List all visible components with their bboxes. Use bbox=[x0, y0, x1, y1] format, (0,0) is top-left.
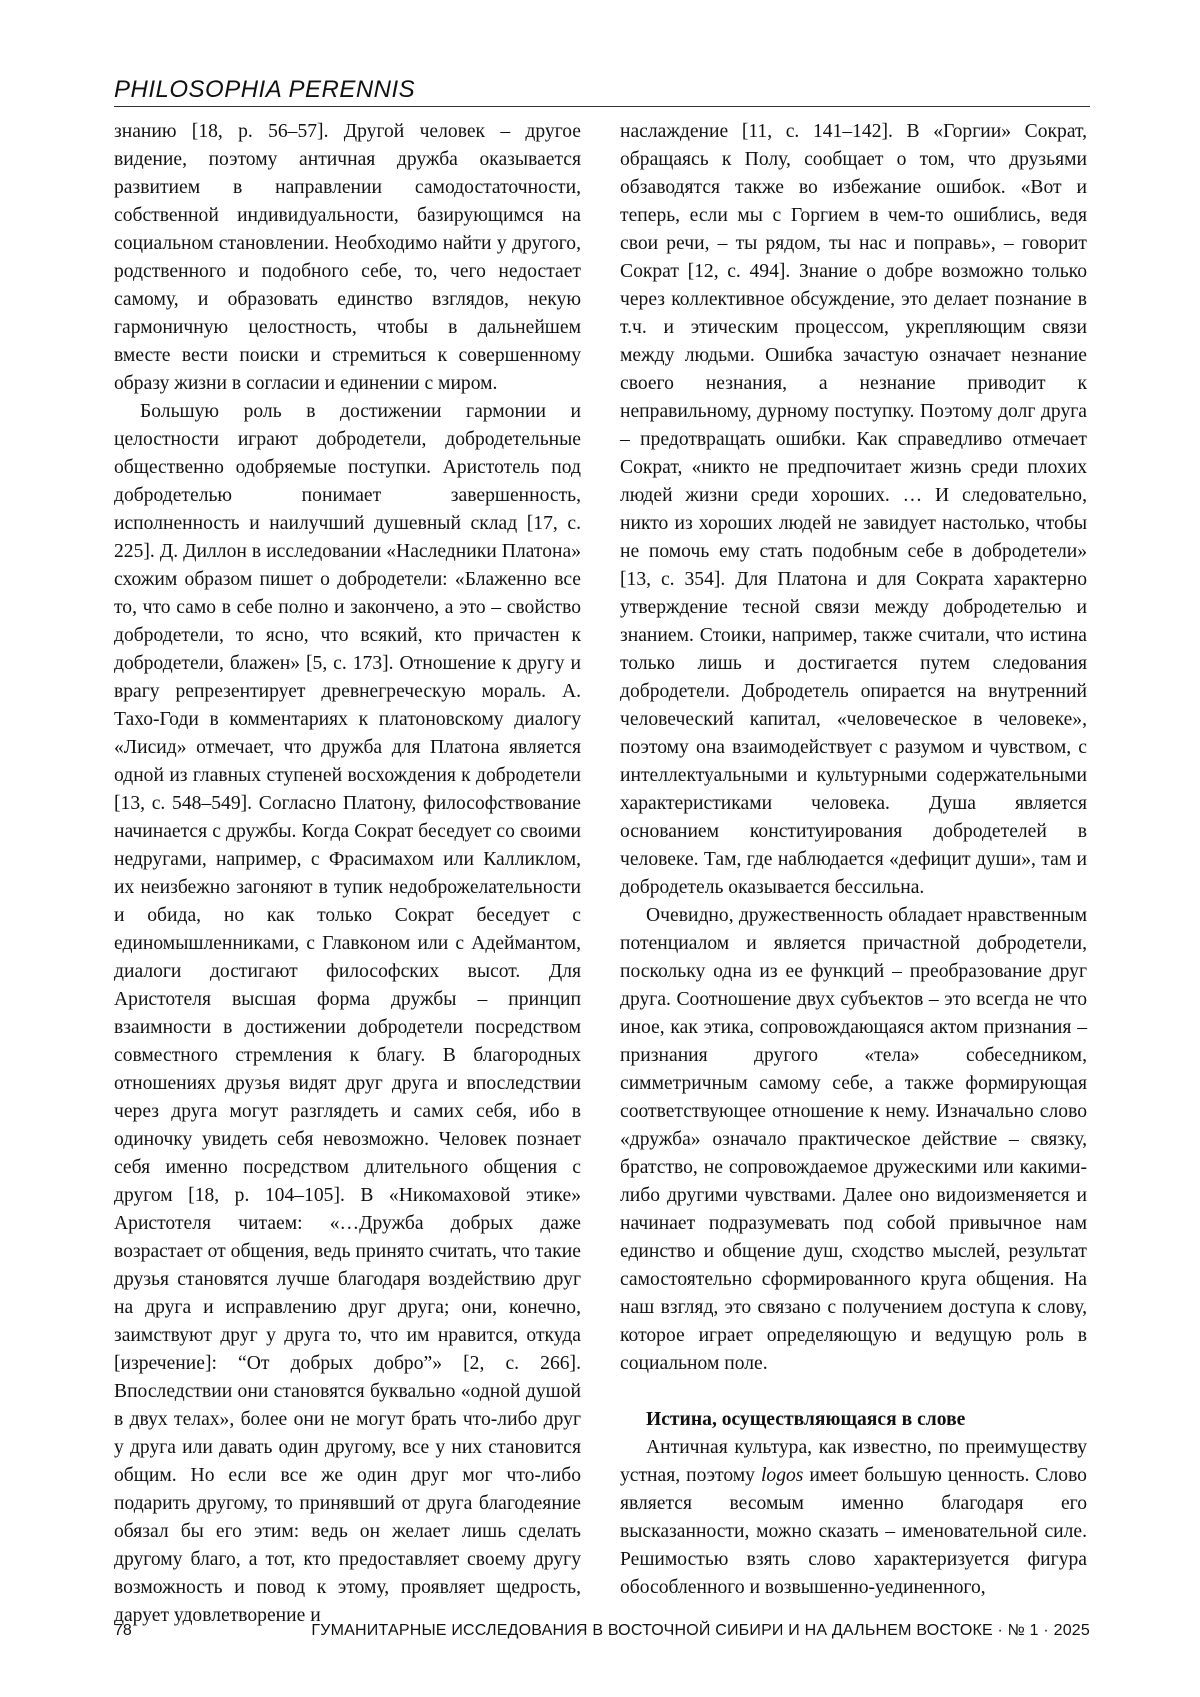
italic-term: logos bbox=[760, 1465, 804, 1486]
left-column bbox=[114, 118, 581, 1630]
paragraph: знанию [18, p. 56–57]. Другой человек – другое видение, поэтому античная дружба оказывается развитием в направлении самодостаточности, собственной индивидуальности, базирующимся на социальном становлении. Необходимо найти у другого, родственного и подобного себе, то, чего недостает самому, и образовать единство взглядов, некую гармоничную целостность, чтобы в дальнейшем вместе вести поиски и стремиться к совершенному образу жизни в согласии и единении с миром. bbox=[114, 121, 581, 394]
paragraph: наслаждение [11, c. 141–142]. В «Горгии» Сократ, обращаясь к Полу, сообщает о том, что друзьями обзаводятся также во избежание ошибок. «Вот и теперь, если мы с Горгием в чем-то ошиблись, ведя свои речи, – ты рядом, ты нас и поправь», – говорит Сократ [12, c. 494]. Знание о добре возможно только через коллективное обсуждение, это делает познание в т.ч. и этическим процессом, укрепляющим связи между людьми. Ошибка зачастую означает незнание своего незнания, а незнание приводит к неправильному, дурному поступку. Поэтому долг друга – предотвращать ошибки. Как справедливо отмечает Сократ, «никто не предпочитает жизнь среди плохих людей жизни среди хороших. … И следовательно, никто из хороших людей не завидует настолько, чтобы не помочь ему стать подобным себе в добродетели» [13, c. 354]. Для Платона и для Сократа характерно утверждение тесной связи между добродетелью и знанием. Стоики, например, также считали, что истина только лишь и достигается путем следования добродетели. Добродетель опирается на внутренний человеческий капитал, «человеческое в человеке», поэтому она взаимодействует с разумом и чувством, с интеллектуальными и культурными содержательными характеристиками человека. Душа является основанием конституирования добродетелей в человеке. Там, где наблюдается «дефицит души», там и добродетель оказывается бессильна. bbox=[620, 121, 1087, 898]
section-heading: Истина, осуществляющаяся в слове bbox=[646, 1409, 966, 1430]
paragraph bbox=[620, 1434, 1087, 1602]
paragraph: Большую роль в достижении гармонии и целостности играют добродетели, добродетельные общественно одобряемые поступки. Аристотель под добродетелью понимает завершенность, исполненность и наилучший душевный склад [17, c. 225]. Д. Диллон в исследовании «Наследники Платона» схожим образом пишет о добродетели: «Блаженно все то, что само в себе полно и закончено, а это – свойство добродетели, то ясно, что всякий, кто причастен к добродетели, блажен» [5, c. 173]. Отношение к другу и врагу репрезентирует древнегреческую мораль. А. Тахо-Годи в комментариях к платоновскому диалогу «Лисид» отмечает, что дружба для Платона является одной из главных ступеней восхождения к добродетели [13, c. 548–549]. Согласно Платону, философствование начинается с дружбы. Когда Сократ беседует со своими недругами, например, с Фрасимахом или Калликлом, их неизбежно загоняют в тупик недоброжелательности и обида, но как только Сократ беседует с единомышленниками, с Главконом или с Адеймантом, диалоги достигают философских высот. Для Аристотеля высшая форма дружбы – принцип взаимности в достижении добродетели посредством совместного стремления к благу. В благородных отношениях друзья видят друг друга и впоследствии через друга могут разглядеть и самих себя, ибо в одиночку увидеть себя невозможно. Человек познает себя именно посредством длительного общения с другом [18, p. 104–105]. В «Никомаховой этике» Аристотеля читаем: «…Дружба добрых даже возрастает от общения, ведь принято считать, что такие друзья становятся лучше благодаря воздействию друг на друга и исправлению друг друга; они, конечно, заимствуют друг у друга то, что им нравится, откуда [изречение]: “От добрых добро”» [2, c. 266]. Впоследствии они становятся буквально «одной душой в двух телах», более они не могут брать что-либо друг у друга или давать один другому, все у них становится общим. Но если все же один друг мог что-либо подарить другому, то принявший от друга благодеяние обязал бы его этим: ведь он желает лишь сделать другому благо, а тот, кто предоставляет своему другу возможность и повод к этому, проявляет щедрость, дарует удовлетворение и bbox=[114, 401, 581, 1626]
journal-title: ГУМАНИТАРНЫЕ ИССЛЕДОВАНИЯ В ВОСТОЧНОЙ СИБИРИ И НА ДАЛЬНЕМ ВОСТОКЕ · № 1 · 2025 bbox=[311, 1622, 1090, 1639]
page-footer bbox=[114, 1622, 1090, 1640]
paragraph-text: Античная культура, как известно, по преимуществу устная, поэтому bbox=[620, 1437, 1087, 1486]
paragraph-text: имеет большую ценность. Слово является весомым именно благодаря его высказанности, можно сказать – именовательной силе. Решимостью взять слово характеризуется фигура обособленного и возвышенно-уединенного, bbox=[620, 1465, 1087, 1598]
section-running-head: PHILOSOPHIA PERENNIS bbox=[114, 76, 1090, 107]
right-column bbox=[620, 118, 1087, 1602]
page-number: 78 bbox=[114, 1622, 132, 1639]
paragraph: Очевидно, дружественность обладает нравственным потенциалом и является причастной добродетели, поскольку одна из ее функций – преобразование друг друга. Соотношение двух субъектов – это всегда не что иное, как этика, сопровождающаяся актом признания – признания другого «тела» собеседником, симметричным самому себе, а также формирующая соответствующее отношение к нему. Изначально слово «дружба» означало практическое действие – связку, братство, не сопровождаемое дружескими или какими-либо другими чувствами. Далее оно видоизменяется и начинает подразумевать под собой привычное нам единство и общение душ, сходство мыслей, результат самостоятельно сформированного круга общения. На наш взгляд, это связано с получением доступа к слову, которое играет определяющую и ведущую роль в социальном поле. bbox=[620, 905, 1087, 1374]
